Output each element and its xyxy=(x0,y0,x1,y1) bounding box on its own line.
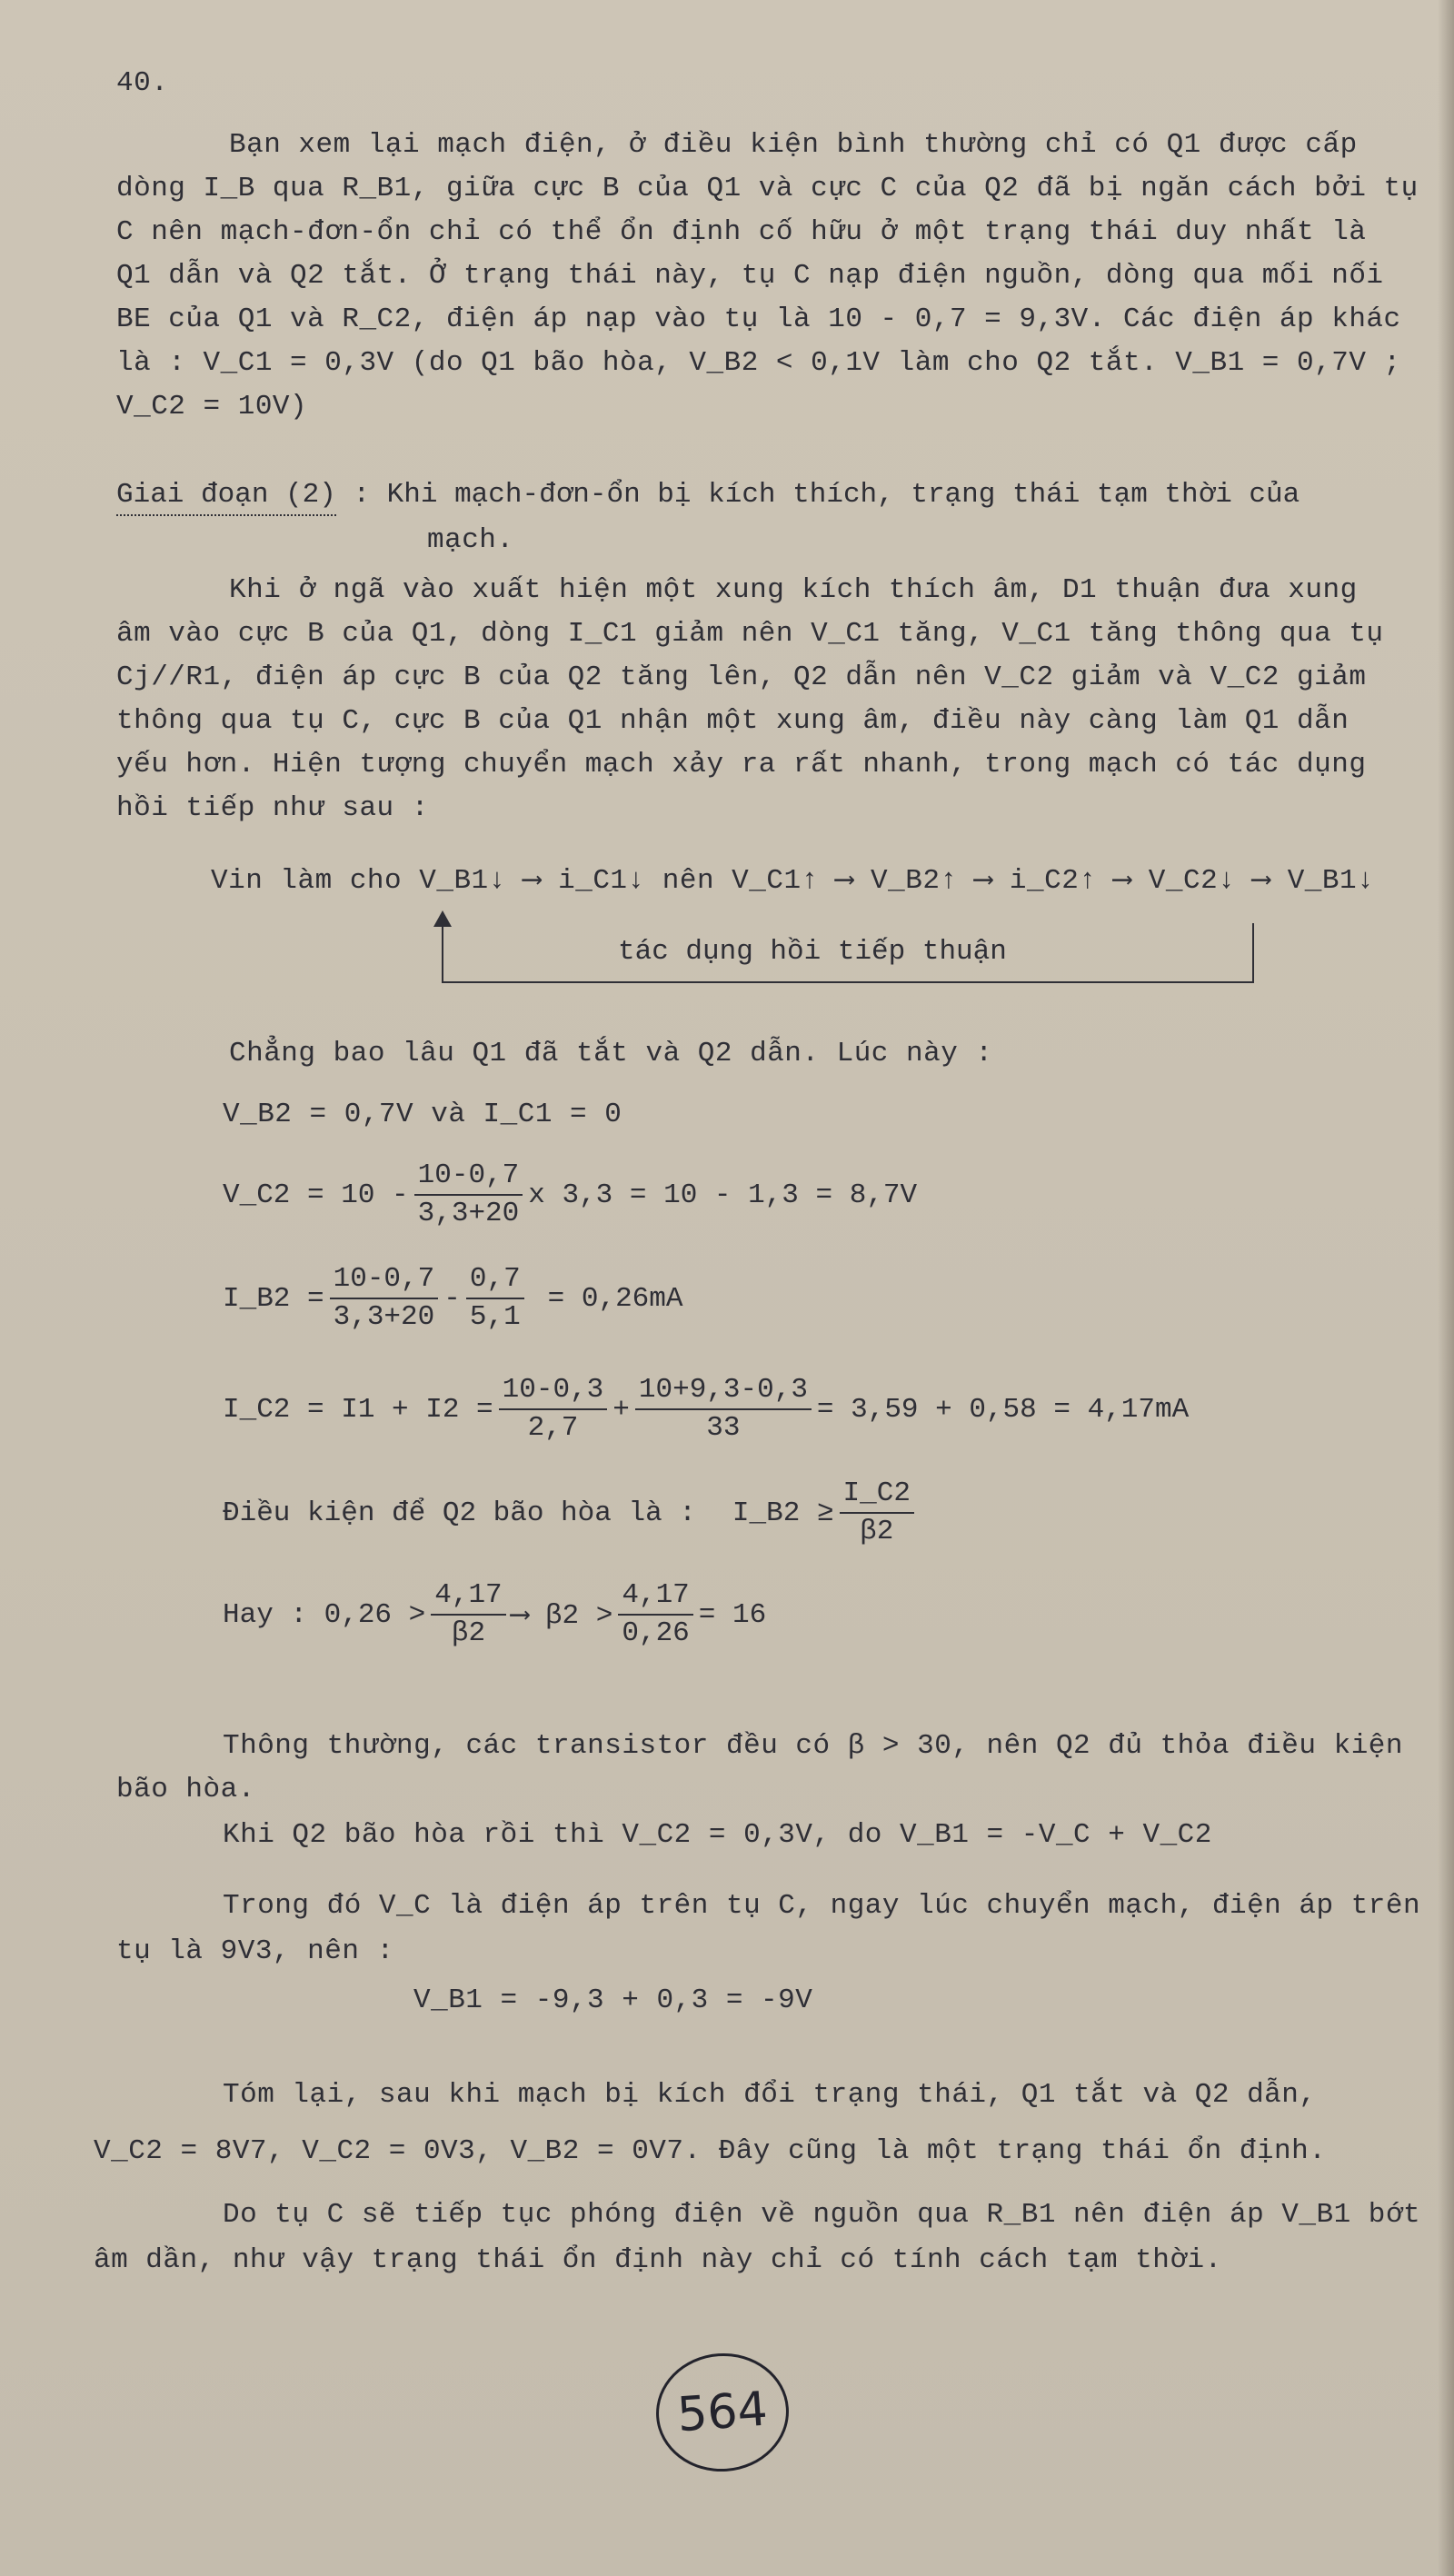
eq4-den1: 2,7 xyxy=(527,1412,579,1444)
eq5-lhs: I_B2 ≥ xyxy=(732,1497,834,1529)
eq4-num1: 10-0,3 xyxy=(499,1374,608,1410)
eq3-lhs: I_B2 = xyxy=(223,1282,324,1315)
para3-line-4: Trong đó V_C là điện áp trên tụ C, ngay lúc chuyển mạch, điện áp trên xyxy=(223,1890,1421,1922)
eq4-num2: 10+9,3-0,3 xyxy=(635,1374,812,1410)
para2-line-5: yếu hơn. Hiện tượng chuyển mạch xảy ra rất nhanh, trong mạch có tác dụng xyxy=(116,749,1367,781)
eq2-lhs: V_C2 = 10 - xyxy=(223,1179,409,1211)
eq2-rhs: x 3,3 = 10 - 1,3 = 8,7V xyxy=(528,1179,918,1211)
intro-line-5: BE của Q1 và R_C2, điện áp nạp vào tụ là 10 - 0,7 = 9,3V. Các điện áp khác xyxy=(116,303,1401,335)
eq3-fraction-1 xyxy=(330,1263,439,1334)
page-number: 40. xyxy=(116,67,169,99)
para4-line-4: âm dần, như vậy trạng thái ổn định này chỉ có tính cách tạm thời. xyxy=(94,2244,1222,2276)
eq3-num1: 10-0,7 xyxy=(330,1263,439,1299)
section-heading-title: Giai đoạn (2) xyxy=(116,479,336,516)
para2-line-6: hồi tiếp như sau : xyxy=(116,792,429,824)
eq4-den2: 33 xyxy=(706,1412,741,1444)
feedback-chain: Vin làm cho V_B1↓ ⟶ i_C1↓ nên V_C1↑ ⟶ V_B2↑ ⟶ i_C2↑ ⟶ V_C2↓ ⟶ V_B1↓ xyxy=(211,865,1375,897)
eq6-den1: β2 xyxy=(451,1617,486,1649)
para2-line-2: âm vào cực B của Q1, dòng I_C1 giảm nên V_C1 tăng, V_C1 tăng thông qua tụ xyxy=(116,618,1384,650)
equation-2 xyxy=(223,1159,917,1230)
para4-line-3: Do tụ C sẽ tiếp tục phóng điện về nguồn qua R_B1 nên điện áp V_B1 bớt xyxy=(223,2199,1421,2231)
para3-line-1: Thông thường, các transistor đều có β > 30, nên Q2 đủ thỏa điều kiện xyxy=(223,1730,1404,1762)
eq3-fraction-2 xyxy=(466,1263,524,1334)
feedback-label: tác dụng hồi tiếp thuận xyxy=(618,936,1007,968)
intro-line-1: Bạn xem lại mạch điện, ở điều kiện bình thường chỉ có Q1 được cấp xyxy=(229,129,1358,161)
eq6-mid: ⟶ β2 > xyxy=(511,1600,613,1632)
intro-line-4: Q1 dẫn và Q2 tắt. Ở trạng thái này, tụ C nạp điện nguồn, dòng qua mối nối xyxy=(116,260,1384,292)
eq2-numerator: 10-0,7 xyxy=(414,1159,523,1196)
eq4-lhs: I_C2 = I1 + I2 = xyxy=(223,1393,493,1426)
para2-line-4: thông qua tụ C, cực B của Q1 nhận một xung âm, điều này càng làm Q1 dẫn xyxy=(116,705,1349,737)
after-feedback-text: Chẳng bao lâu Q1 đã tắt và Q2 dẫn. Lúc này : xyxy=(229,1038,993,1069)
eq2-denominator: 3,3+20 xyxy=(417,1198,520,1229)
para2-line-3: Cj//R1, điện áp cực B của Q2 tăng lên, Q2 dẫn nên V_C2 giảm và V_C2 giảm xyxy=(116,661,1367,693)
eq6-den2: 0,26 xyxy=(622,1617,690,1649)
equation-3 xyxy=(223,1263,683,1334)
eq5-text: Điều kiện để Q2 bão hòa là : xyxy=(223,1497,696,1529)
eq5-fraction xyxy=(840,1477,914,1548)
eq3-rhs: = 0,26mA xyxy=(547,1282,683,1315)
eq5-den: β2 xyxy=(860,1516,894,1547)
eq3-den2: 5,1 xyxy=(469,1301,521,1333)
equation-4 xyxy=(223,1374,1189,1445)
eq5-num: I_C2 xyxy=(840,1477,914,1514)
eq4-rhs: = 3,59 + 0,58 = 4,17mA xyxy=(816,1393,1190,1426)
para4-line-1: Tóm lại, sau khi mạch bị kích đổi trạng thái, Q1 tắt và Q2 dẫn, xyxy=(223,2079,1317,2111)
para2-line-1: Khi ở ngã vào xuất hiện một xung kích thích âm, D1 thuận đưa xung xyxy=(229,574,1358,606)
intro-line-7: V_C2 = 10V) xyxy=(116,391,308,423)
intro-line-2: dòng I_B qua R_B1, giữa cực B của Q1 và cực C của Q2 đã bị ngăn cách bởi tụ xyxy=(116,173,1419,204)
equation-6 xyxy=(223,1579,766,1650)
intro-line-6: là : V_C1 = 0,3V (do Q1 bão hòa, V_B2 < 0,1V làm cho Q2 tắt. V_B1 = 0,7V ; xyxy=(116,347,1401,379)
equation-5 xyxy=(223,1477,920,1548)
eq6-num1: 4,17 xyxy=(431,1579,505,1616)
page-shadow-edge xyxy=(1438,0,1454,2576)
intro-line-3: C nên mạch-đơn-ổn chỉ có thể ổn định cố hữu ở một trạng thái duy nhất là xyxy=(116,216,1367,248)
eq4-fraction-2 xyxy=(635,1374,812,1445)
section-heading-rest: : Khi mạch-đơn-ổn bị kích thích, trạng thái tạm thời của xyxy=(353,479,1300,511)
eq6-num2: 4,17 xyxy=(618,1579,692,1616)
eq6-fraction-2 xyxy=(618,1579,692,1650)
eq6-rhs: = 16 xyxy=(698,1598,767,1631)
para3-line-6: V_B1 = -9,3 + 0,3 = -9V xyxy=(413,1984,813,2016)
eq3-den1: 3,3+20 xyxy=(333,1301,435,1333)
page-stamp: 564 xyxy=(652,2349,793,2476)
section-heading-line2: mạch. xyxy=(427,524,514,556)
eq4-fraction-1 xyxy=(499,1374,608,1445)
eq3-minus: - xyxy=(443,1282,461,1315)
eq3-num2: 0,7 xyxy=(466,1263,524,1299)
eq6-lhs: Hay : 0,26 > xyxy=(223,1598,426,1631)
para3-line-5: tụ là 9V3, nên : xyxy=(116,1935,394,1967)
para3-line-3: Khi Q2 bão hòa rồi thì V_C2 = 0,3V, do V_B1 = -V_C + V_C2 xyxy=(223,1819,1212,1851)
eq6-fraction-1 xyxy=(431,1579,505,1650)
para4-line-2: V_C2 = 8V7, V_C2 = 0V3, V_B2 = 0V7. Đây cũng là một trạng thái ổn định. xyxy=(94,2135,1327,2167)
para3-line-2: bão hòa. xyxy=(116,1774,255,1805)
eq4-plus: + xyxy=(612,1393,630,1426)
equation-1: V_B2 = 0,7V và I_C1 = 0 xyxy=(223,1099,622,1130)
eq2-fraction xyxy=(414,1159,523,1230)
section-heading xyxy=(116,477,1300,513)
